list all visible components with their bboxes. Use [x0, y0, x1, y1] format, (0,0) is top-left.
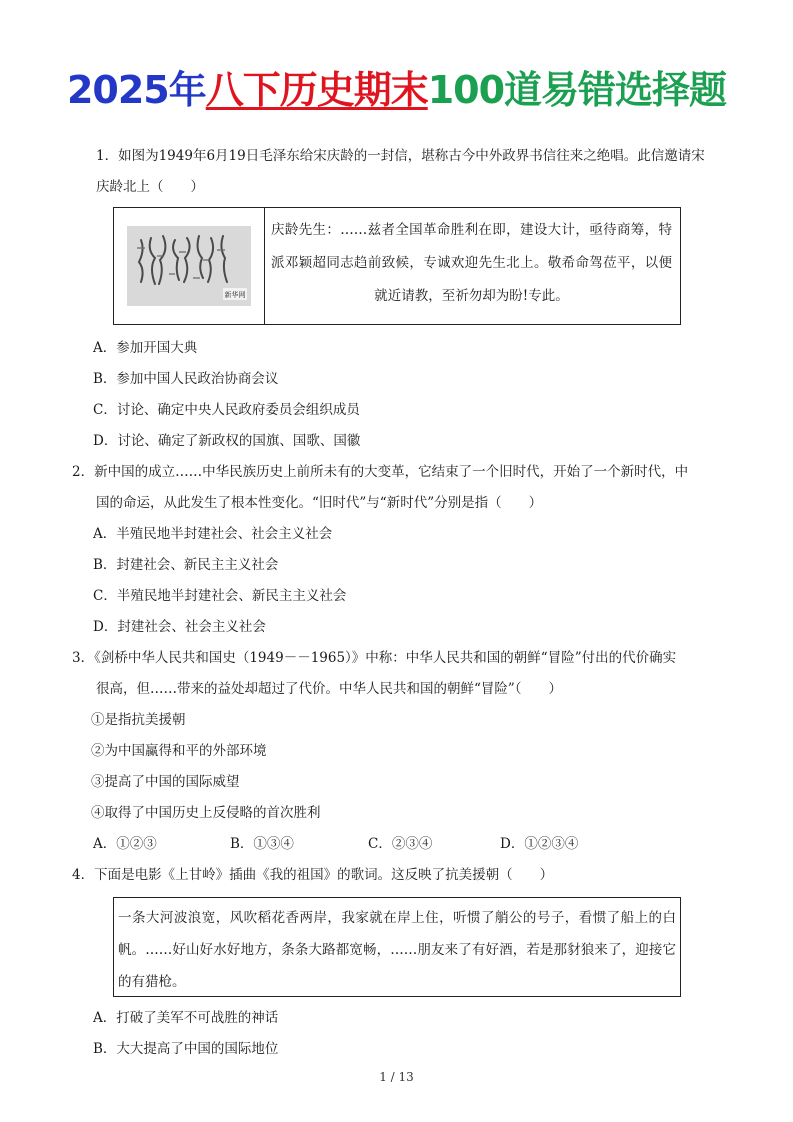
q1-option-c[interactable]: C．讨论、确定中央人民政府委员会组织成员	[93, 402, 360, 418]
title-subject: 八下历史期末	[205, 68, 428, 112]
q1-stem-line1: 1．如图为1949年6月19日毛泽东给宋庆龄的一封信，堪称古今中外政界书信往来之绝唱。此信邀请宋	[96, 148, 705, 164]
q3-item-2: ②为中国赢得和平的外部环境	[91, 743, 267, 759]
title-topic: 100道易错选择题	[427, 68, 727, 112]
q3-option-d[interactable]: D．①②③④	[500, 836, 579, 852]
q3-stem-line1: 3．《剑桥中华人民共和国史（1949－－1965）》中称：中华人民共和国的朝鲜“冒险”付出的代价确实	[72, 650, 677, 666]
q1-stem-line2: 庆龄北上（ ）	[96, 179, 204, 195]
q2-stem-line1: 2．新中国的成立……中华民族历史上前所未有的大变革，它结束了一个旧时代，开始了一个新时代，中	[72, 464, 689, 480]
q2-option-d[interactable]: D．封建社会、社会主义社会	[93, 619, 266, 635]
q1-option-b[interactable]: B．参加中国人民政治协商会议	[93, 371, 279, 387]
q3-item-3: ③提高了中国的国际威望	[91, 774, 240, 790]
q4-lyrics-box: 一条大河波浪宽，风吹稻花香两岸，我家就在岸上住，听惯了艄公的号子，看惯了船上的白帆。……好山好水好地方，条条大路都宽畅，……朋友来了有好酒，若是那豺狼来了，迎接它的有猎枪。	[113, 897, 681, 997]
page-title	[0, 62, 793, 118]
letter-image	[114, 208, 265, 324]
q3-item-4: ④取得了中国历史上反侵略的首次胜利	[91, 805, 321, 821]
q1-option-a[interactable]: A．参加开国大典	[93, 340, 198, 356]
q3-item-1: ①是指抗美援朝	[91, 712, 186, 728]
q1-option-d[interactable]: D．讨论、确定了新政权的国旗、国歌、国徽	[93, 433, 361, 449]
handwritten-letter-image	[127, 226, 251, 306]
q3-option-c[interactable]: C．②③④	[368, 836, 433, 852]
q4-stem-line1: 4．下面是电影《上甘岭》插曲《我的祖国》的歌词。这反映了抗美援朝（ ）	[72, 867, 554, 883]
letter-text: 庆龄先生：……兹者全国革命胜利在即，建设大计，亟待商筹，特派邓颖超同志趋前致候，专诚欢迎先生北上。敬希命驾莅平，以便就近请教，至祈勿却为盼!专此。	[271, 222, 672, 304]
page-number: 1 / 13	[379, 1070, 414, 1084]
q3-option-b[interactable]: B．①③④	[230, 836, 294, 852]
q3-options-row	[72, 829, 727, 860]
title-year: 2025年	[66, 68, 206, 112]
q1-letter-table	[113, 207, 681, 325]
q3-option-a[interactable]: A．①②③	[93, 836, 157, 852]
q3-stem-line2: 很高，但……带来的益处却超过了代价。中华人民共和国的朝鲜“冒险”（ ）	[96, 681, 563, 697]
q4-option-a[interactable]: A．打破了美军不可战胜的神话	[93, 1010, 279, 1026]
question-list	[72, 141, 727, 1065]
q2-stem-line2: 国的命运，从此发生了根本性变化。“旧时代”与“新时代”分别是指（ ）	[96, 495, 543, 511]
image-watermark: 新华网	[224, 291, 246, 299]
q4-option-b[interactable]: B．大大提高了中国的国际地位	[93, 1041, 279, 1057]
q2-option-c[interactable]: C．半殖民地半封建社会、新民主主义社会	[93, 588, 347, 604]
q2-option-b[interactable]: B．封建社会、新民主主义社会	[93, 557, 279, 573]
q2-option-a[interactable]: A．半殖民地半封建社会、社会主义社会	[93, 526, 333, 542]
